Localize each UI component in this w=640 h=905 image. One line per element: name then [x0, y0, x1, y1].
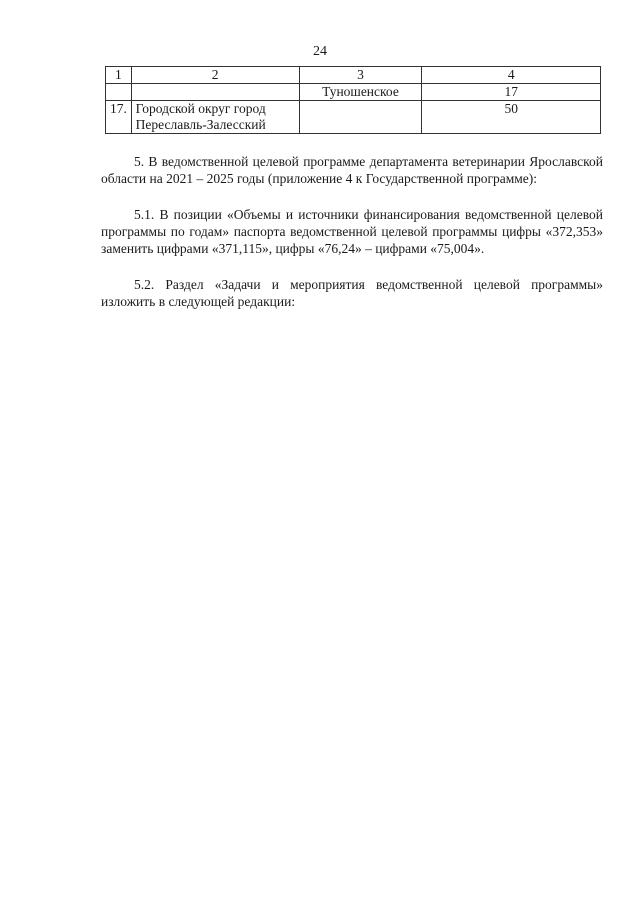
- body-text: [101, 206, 603, 257]
- body-text: [101, 276, 603, 310]
- row-value-cell: 50: [422, 101, 601, 134]
- table-header-cell: 2: [131, 67, 299, 84]
- table-header-cell: 4: [422, 67, 601, 84]
- row-name-cell: Городской округ город Переславль-Залесский: [131, 101, 299, 134]
- table-row: [106, 101, 601, 134]
- row-number-cell: [106, 84, 132, 101]
- row-settlement-cell: [299, 101, 422, 134]
- table-header-cell: 1: [106, 67, 132, 84]
- paragraph-5: 5. В ведомственной целевой программе департамента ветеринарии Ярославской области на 2021 – 2025 годы (приложение 4 к Государственной программе):: [101, 154, 603, 186]
- data-table: [105, 66, 601, 134]
- row-settlement-cell: Туношенское: [299, 84, 422, 101]
- paragraph-5-2: 5.2. Раздел «Задачи и мероприятия ведомственной целевой программы» изложить в следующей редакции:: [101, 277, 603, 309]
- body-text: [101, 153, 603, 187]
- row-value-cell: 17: [422, 84, 601, 101]
- row-name-cell: [131, 84, 299, 101]
- table-header-row: [106, 67, 601, 84]
- table-header-cell: 3: [299, 67, 422, 84]
- paragraph-5-1: 5.1. В позиции «Объемы и источники финансирования ведомственной целевой программы по годам» паспорта ведомственной целевой программы цифры «372,353» заменить цифрами «371,115», цифры «76,24» – цифрами «75,004».: [101, 207, 603, 256]
- row-number-cell: 17.: [106, 101, 132, 134]
- page-number: 24: [313, 44, 327, 59]
- table-row: [106, 84, 601, 101]
